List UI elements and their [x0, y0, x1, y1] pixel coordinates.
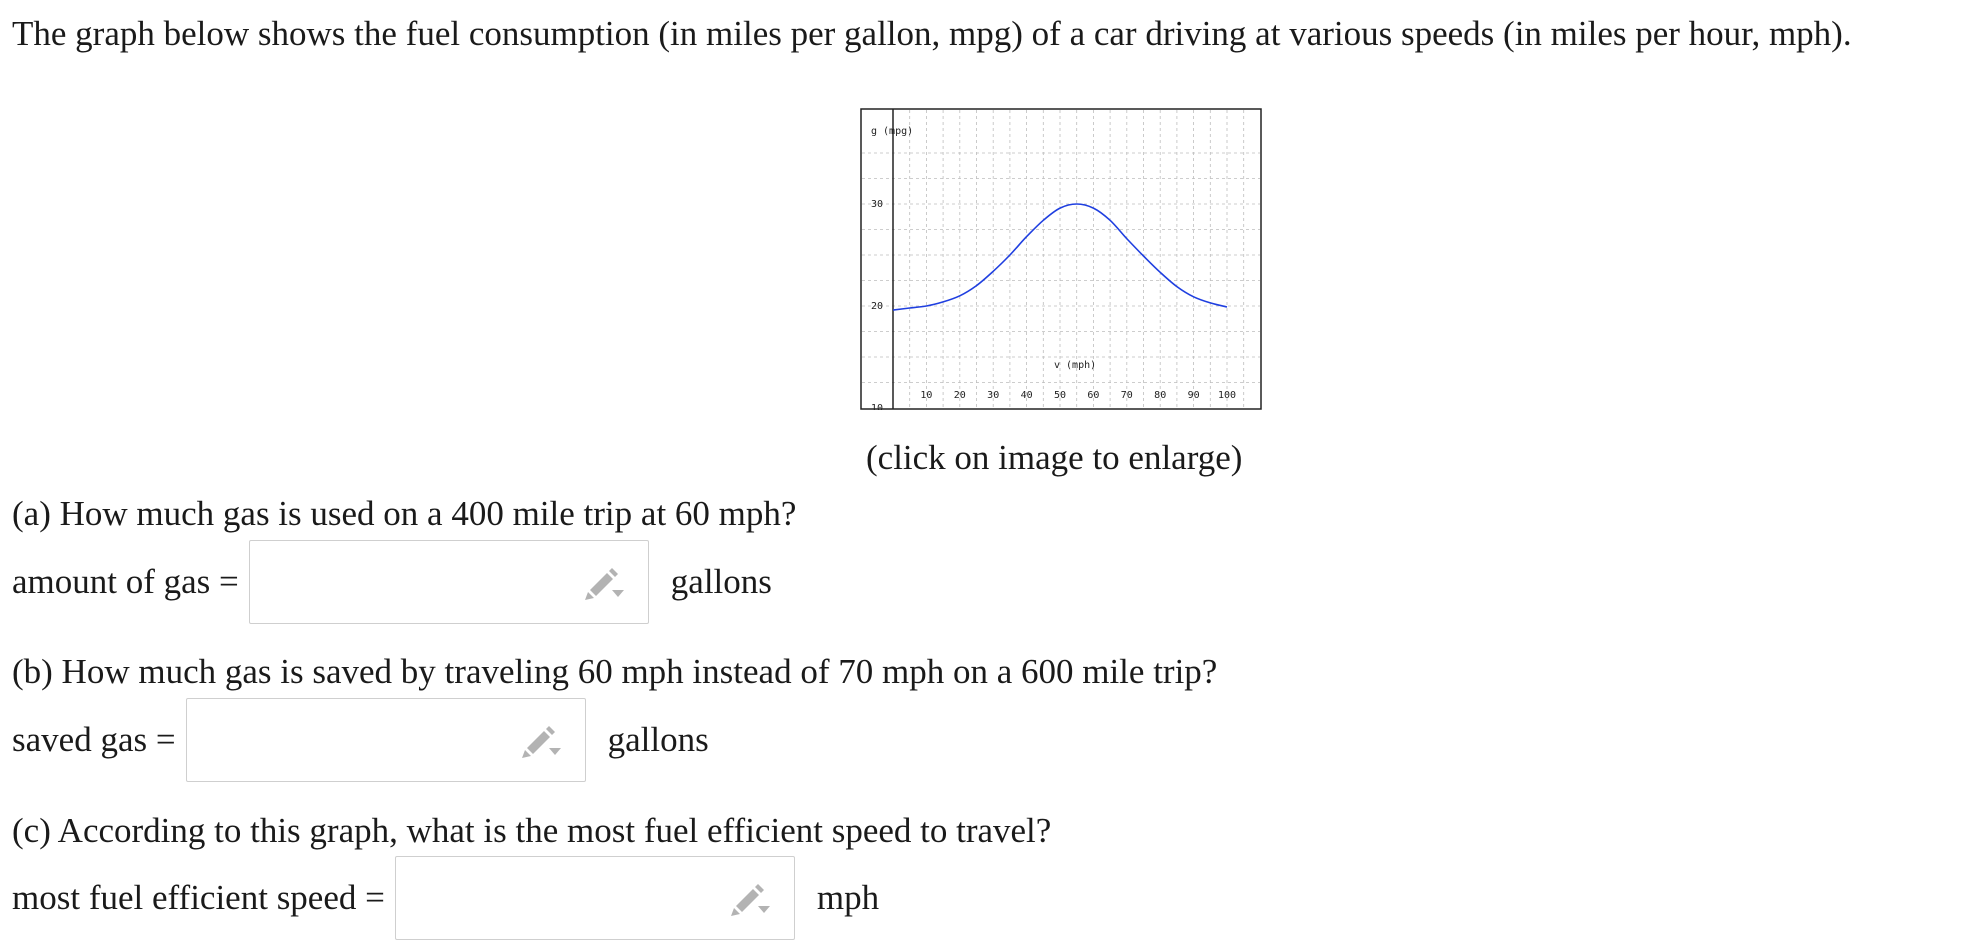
question-c: (c) According to this graph, what is the most fuel efficient speed to travel? — [12, 811, 1052, 850]
intro-text: The graph below shows the fuel consumption (in miles per gallon, mpg) of a car driving at various speeds (in miles per hour, mph). — [12, 14, 1852, 53]
enlarge-caption: (click on image to enlarge) — [866, 438, 1243, 477]
answer-input-b[interactable] — [186, 698, 586, 782]
x-tick-label: 50 — [1053, 390, 1067, 401]
x-tick-label: 60 — [1087, 390, 1100, 401]
fuel-consumption-chart[interactable] — [860, 108, 1262, 410]
pencil-icon[interactable] — [582, 565, 626, 601]
answer-input-a[interactable] — [249, 540, 649, 624]
answer-row-b — [12, 697, 709, 783]
answer-label-a: amount of gas = — [12, 562, 239, 601]
unit-c: mph — [816, 878, 880, 917]
x-tick-label: 30 — [987, 390, 1000, 401]
unit-b: gallons — [607, 720, 709, 759]
question-b: (b) How much gas is saved by traveling 60 mph instead of 70 mph on a 600 mile trip? — [12, 652, 1218, 691]
x-tick-label: 80 — [1154, 390, 1167, 401]
pencil-icon[interactable] — [519, 723, 563, 759]
x-tick-label: 90 — [1187, 390, 1200, 401]
y-tick-label: 20 — [870, 301, 884, 312]
answer-row-a — [12, 539, 772, 625]
x-axis-label: v (mph) — [1054, 360, 1097, 371]
x-tick-label: 40 — [1020, 390, 1033, 401]
x-tick-label: 70 — [1120, 390, 1133, 401]
graph-image[interactable] — [860, 108, 1262, 410]
x-tick-label: 10 — [920, 390, 933, 401]
x-tick-label: 100 — [1217, 390, 1237, 401]
y-tick-label: 30 — [870, 199, 884, 210]
question-a: (a) How much gas is used on a 400 mile trip at 60 mph? — [12, 494, 797, 533]
answer-row-c — [12, 855, 879, 941]
answer-label-c: most fuel efficient speed = — [12, 878, 385, 917]
x-tick-label: 20 — [953, 390, 966, 401]
answer-label-b: saved gas = — [12, 720, 176, 759]
pencil-icon[interactable] — [728, 881, 772, 917]
unit-a: gallons — [670, 562, 772, 601]
y-axis-label: g (mpg) — [871, 126, 914, 137]
y-tick-label: 10 — [870, 403, 884, 410]
answer-input-c[interactable] — [395, 856, 795, 940]
